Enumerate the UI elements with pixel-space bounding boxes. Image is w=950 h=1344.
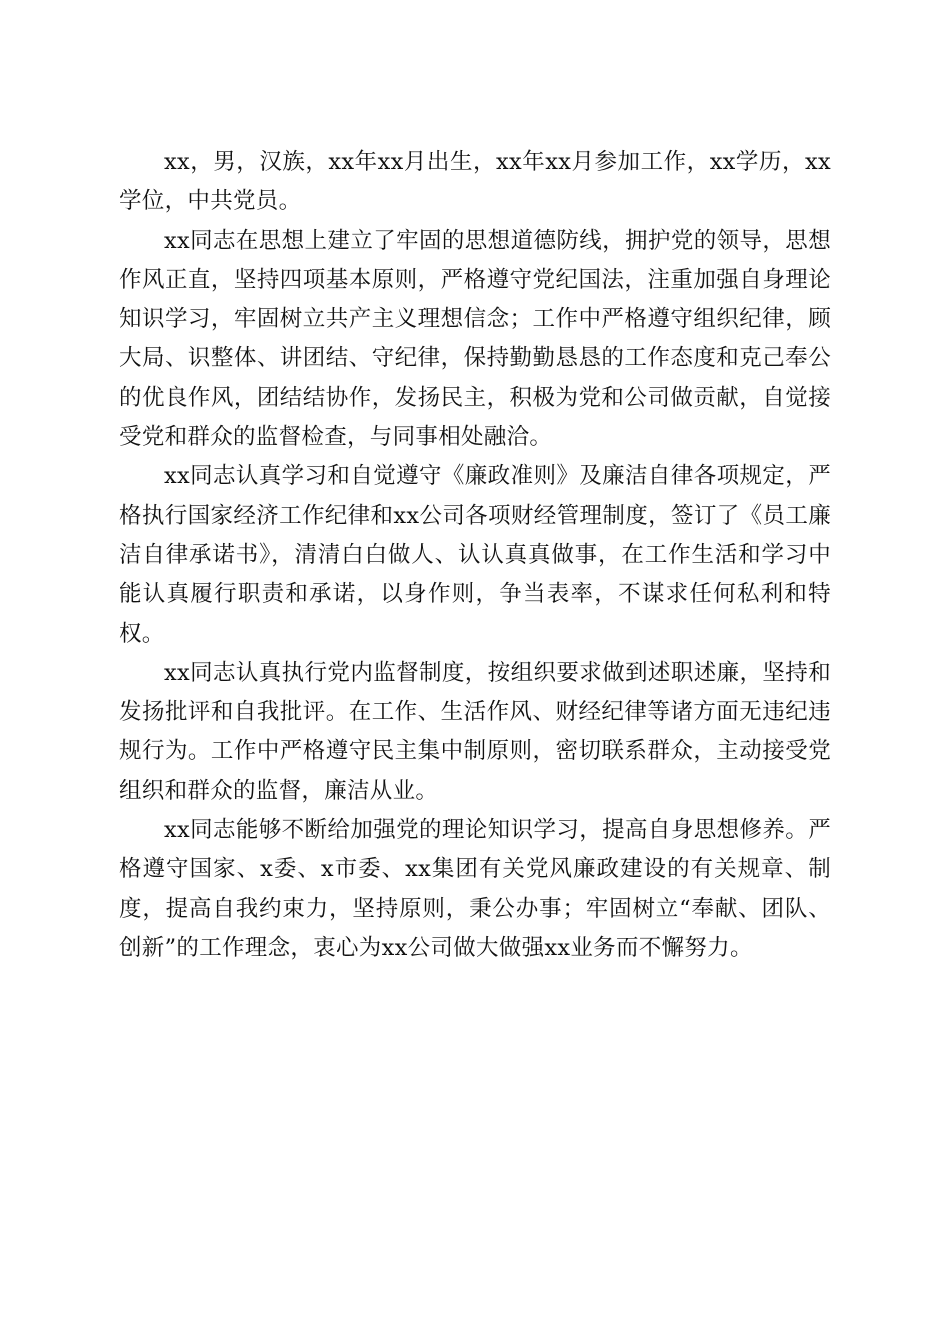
document-body (119, 143, 831, 968)
paragraph-supervision: xx同志认真执行党内监督制度，按组织要求做到述职述廉，坚持和发扬批评和自我批评。在工作、生活作风、财经纪律等诸方面无违纪违规行为。工作中严格遵守民主集中制原则，密切联系群众，主动接受党组织和群众的监督，廉洁从业。 (119, 659, 831, 804)
paragraph-self-improvement: xx同志能够不断给加强党的理论知识学习，提高自身思想修养。严格遵守国家、x委、x市委、xx集团有关党风廉政建设的有关规章、制度，提高自我约束力，坚持原则，秉公办事；牢固树立“奉献、团队、创新”的工作理念，衷心为xx公司做大做强xx业务而不懈努力。 (119, 817, 831, 961)
paragraph-ideology: xx同志在思想上建立了牢固的思想道德防线，拥护党的领导，思想作风正直，坚持四项基本原则，严格遵守党纪国法，注重加强自身理论知识学习，牢固树立共产主义理想信念；工作中严格遵守组织纪律，顾大局、识整体、讲团结、守纪律，保持勤勤恳恳的工作态度和克己奉公的优良作风，团结结协作，发扬民主，积极为党和公司做贡献，自觉接受党和群众的监督检查，与同事相处融洽。 (119, 227, 831, 451)
paragraph-integrity-rules: xx同志认真学习和自觉遵守《廉政准则》及廉洁自律各项规定，严格执行国家经济工作纪律和xx公司各项财经管理制度，签订了《员工廉洁自律承诺书》，清清白白做人、认认真真做事，在工作生活和学习中能认真履行职责和承诺，以身作则，争当表率，不谋求任何私利和特权。 (119, 463, 831, 647)
paragraph-personal-info: xx，男，汉族，xx年xx月出生，xx年xx月参加工作，xx学历，xx学位，中共党员。 (119, 149, 831, 215)
